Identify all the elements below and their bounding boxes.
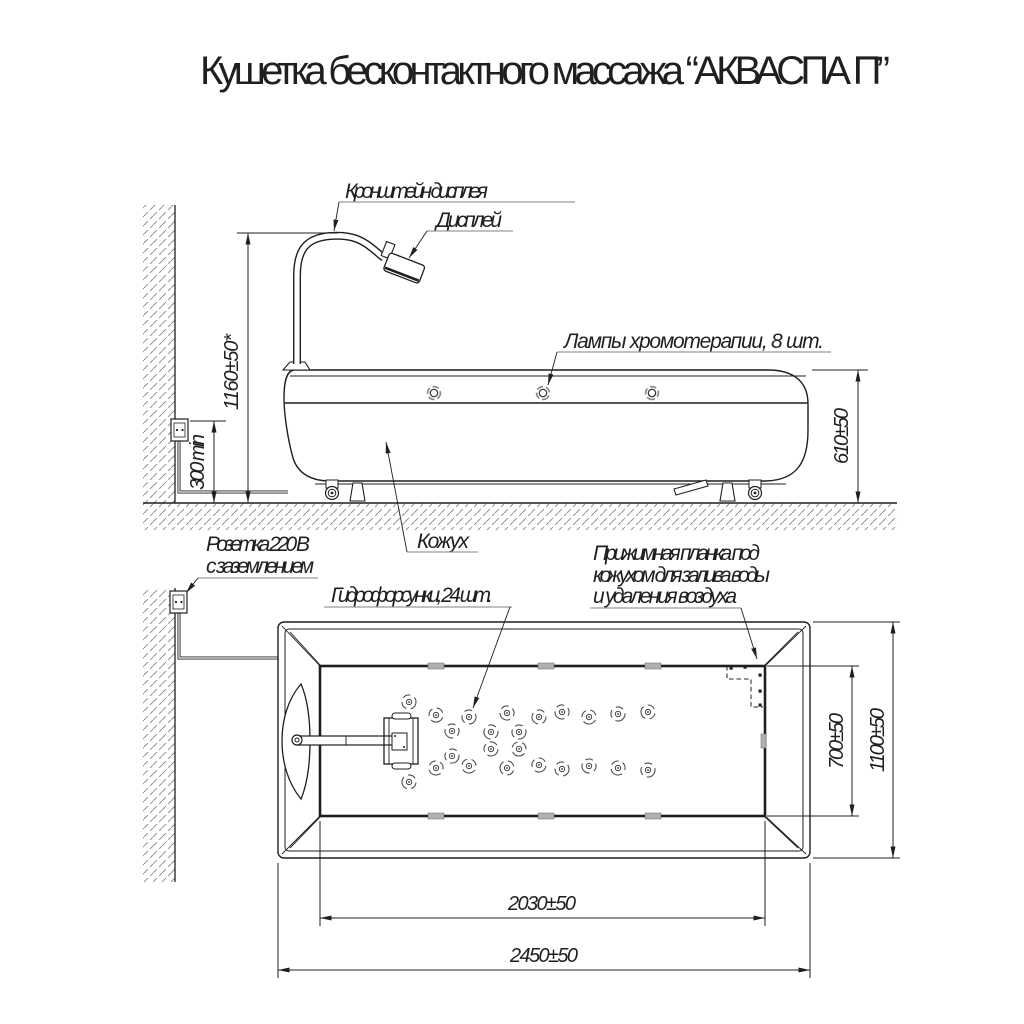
screw-mark — [759, 704, 762, 707]
floor-hatch — [143, 503, 897, 530]
screw-mark — [730, 667, 733, 670]
casing-label: Кожух — [417, 530, 469, 553]
socket-label-line2: с заземлением — [206, 555, 314, 578]
caster-wheel — [326, 480, 339, 500]
lamps-label: Лампы хромотерапии, 8 шт. — [564, 330, 824, 353]
dim-socket-height-value: 300 min — [187, 434, 209, 490]
rim-tab — [428, 813, 444, 819]
label-display — [409, 209, 513, 258]
dim-overall-width-value: 1100±50 — [867, 708, 889, 772]
page-title: Кушетка бесконтактного массажа “АКВАСПА П” — [200, 49, 890, 93]
rim-tab — [645, 813, 661, 819]
dim-overall-length-value: 2450±50 — [510, 945, 578, 967]
rim-tab — [645, 663, 661, 669]
display-arm — [283, 236, 429, 370]
clamp-label-line2: кожухом для залива воды — [593, 564, 770, 587]
side-view — [143, 180, 897, 593]
nozzles-label: Гидрофорсунки, 24 шт. — [331, 584, 493, 607]
foot — [350, 483, 365, 501]
wall-socket — [171, 419, 188, 441]
power-cable-plan — [179, 613, 278, 658]
dim-basin-length-value: 2030±50 — [508, 893, 576, 915]
dim-basin-width-value: 700±50 — [826, 713, 848, 769]
wall-socket-plan — [170, 591, 187, 613]
wall-hatch-plan — [143, 588, 175, 882]
label-socket — [186, 533, 318, 593]
display-bracket-label: Кронштейн дисплея — [345, 180, 488, 203]
clamp-label-line1: Прижимная планка под — [593, 542, 760, 565]
screw-mark — [759, 690, 762, 693]
clamp-label-line3: и удаления воздуха — [593, 585, 737, 608]
dim-bracket-height-value: 1160±50* — [221, 334, 243, 410]
caster-wheel — [749, 480, 762, 500]
socket-label-line1: Розетка 220 В — [206, 533, 310, 556]
arm-pivot — [292, 735, 302, 745]
rim-tab — [428, 663, 444, 669]
dim-overall-length — [278, 863, 810, 978]
dim-couch-height — [812, 370, 868, 503]
display-label: Дисплей — [436, 209, 502, 232]
screw-mark — [744, 666, 747, 669]
dim-couch-height-value: 610±50 — [831, 408, 853, 464]
rim-tab — [761, 734, 766, 748]
display-screen — [377, 242, 429, 284]
rim-tab — [538, 813, 554, 819]
plan-view — [143, 542, 900, 978]
wall-hatch — [143, 205, 175, 503]
foot — [720, 483, 735, 501]
screw-mark — [759, 674, 762, 677]
couch-body — [284, 370, 808, 501]
foot-pedal — [674, 480, 708, 495]
rim-tab — [538, 663, 554, 669]
